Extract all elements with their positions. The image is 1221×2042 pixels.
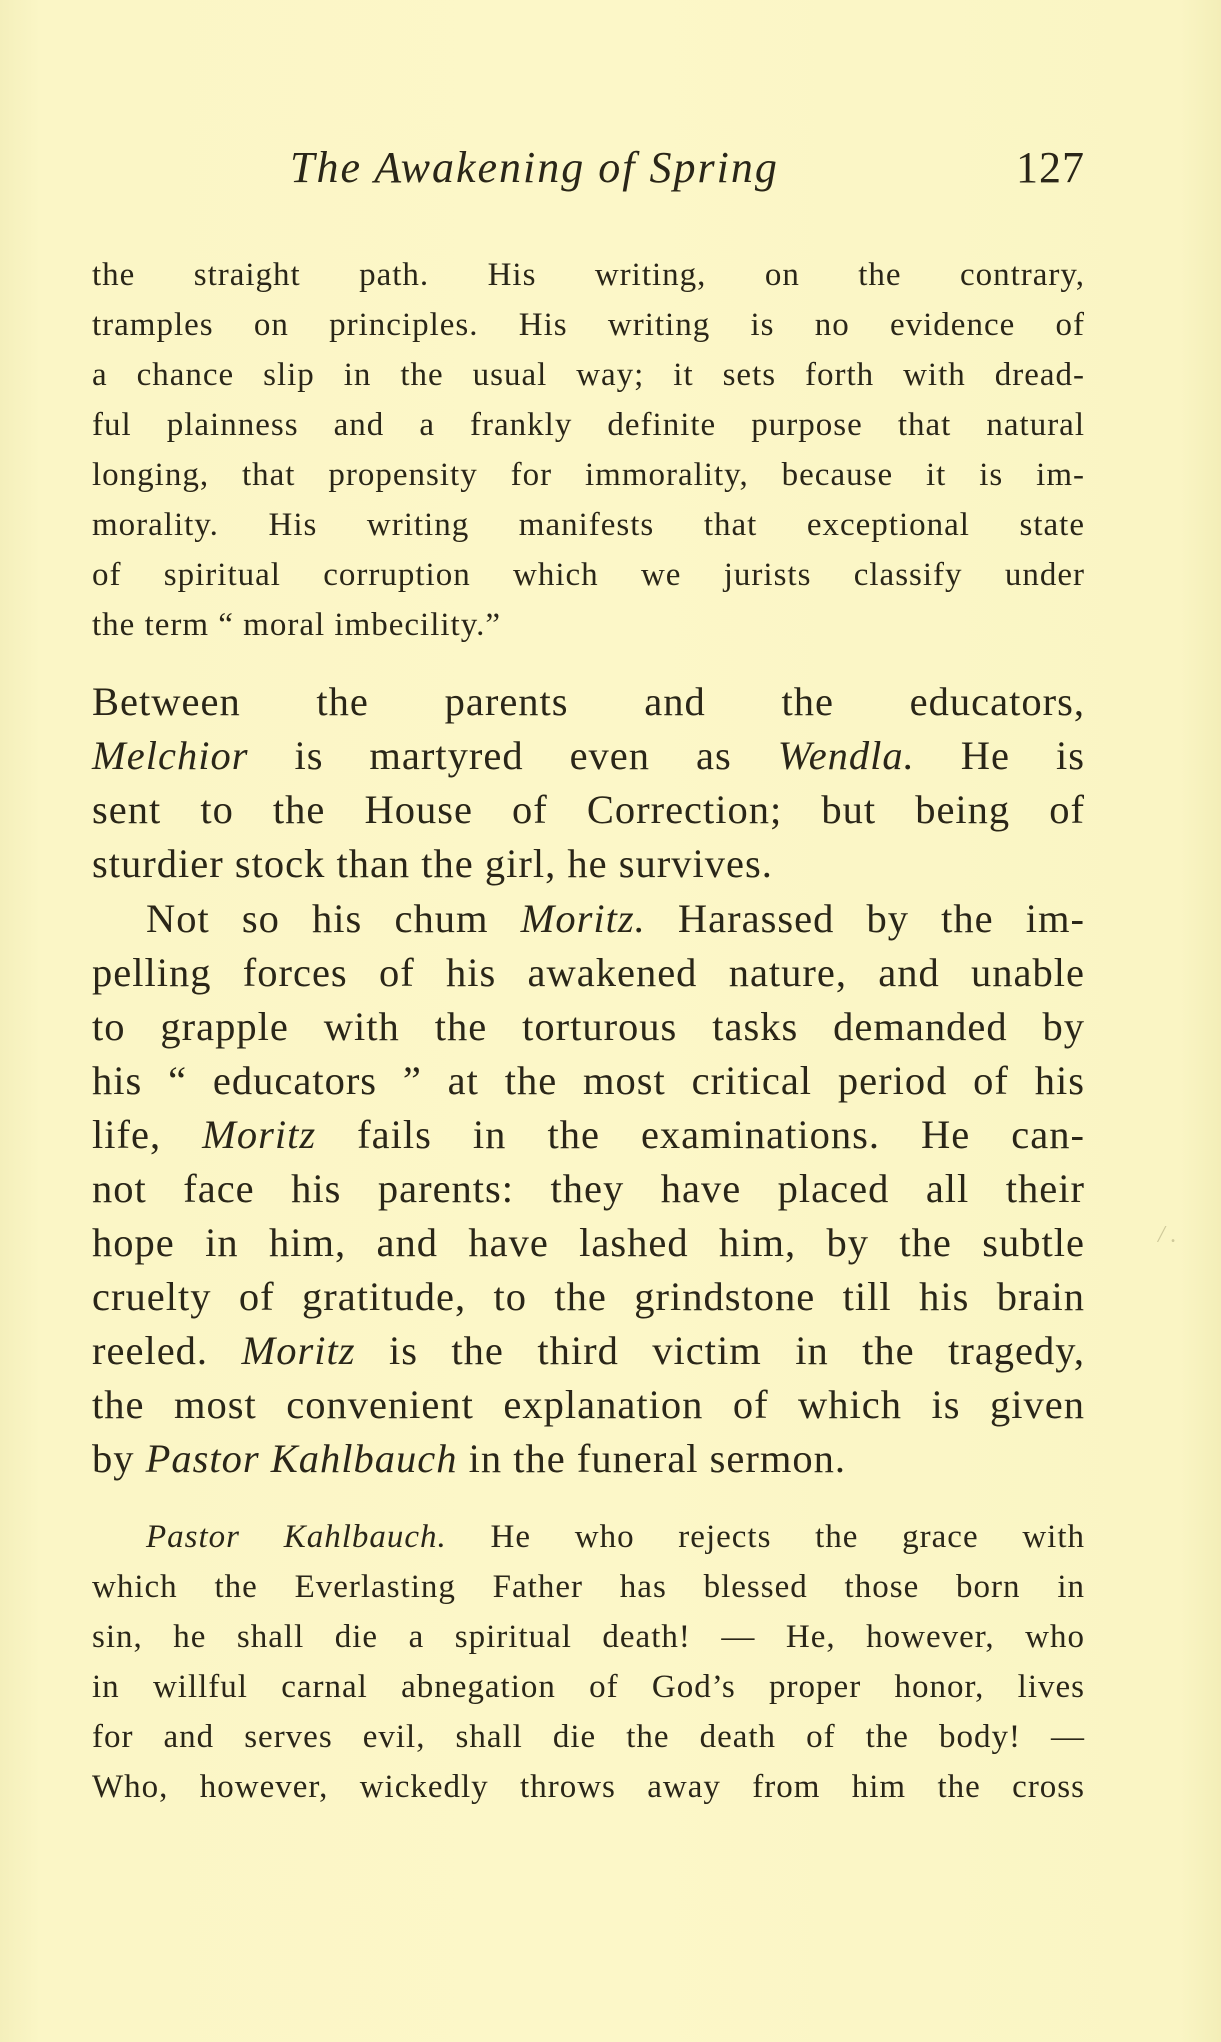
character-name: Moritz	[202, 1112, 317, 1157]
text-line: ful plainness and a frankly definite purpose that natural	[92, 407, 1085, 443]
character-name: Moritz.	[520, 896, 646, 941]
text-line: Pastor Kahlbauch. He who rejects the grace with	[146, 1519, 1085, 1555]
margin-smudge: / .	[1158, 1222, 1177, 1248]
paragraph-moritz	[92, 892, 1085, 1486]
page-number: 127	[1016, 143, 1085, 192]
text-line: Who, however, wickedly throws away from him the cross	[92, 1769, 1085, 1805]
text-line: sin, he shall die a spiritual death! — He, however, who	[92, 1619, 1085, 1655]
text-line: reeled. Moritz is the third victim in the tragedy,	[92, 1328, 1086, 1373]
text-line: sturdier stock than the girl, he survives.	[92, 841, 773, 886]
text-line: Melchior is martyred even as Wendla. He is	[92, 733, 1085, 778]
text-line: the most convenient explanation of which is given	[92, 1382, 1085, 1427]
character-name: Pastor Kahlbauch	[145, 1436, 458, 1481]
character-name: Moritz	[241, 1328, 356, 1373]
text-line: in willful carnal abnegation of God’s proper honor, lives	[92, 1669, 1085, 1705]
text-line: Between the parents and the educators,	[92, 679, 1085, 724]
speaker-name: Pastor Kahlbauch.	[146, 1519, 447, 1555]
paragraph-melchior	[92, 675, 1085, 891]
running-title: The Awakening of Spring	[290, 143, 779, 192]
text-line: hope in him, and have lashed him, by the subtle	[92, 1220, 1085, 1265]
running-header	[290, 142, 1085, 202]
text-line: cruelty of gratitude, to the grindstone till his brain	[92, 1274, 1085, 1319]
text-line: to grapple with the torturous tasks demanded by	[92, 1004, 1085, 1049]
quoted-passage-verdict	[92, 250, 1085, 650]
text-line: which the Everlasting Father has blessed those born in	[92, 1569, 1085, 1605]
text-line: longing, that propensity for immorality, because it is im-	[92, 457, 1085, 493]
text-line: morality. His writing manifests that exceptional state	[92, 507, 1085, 543]
text-line: not face his parents: they have placed all their	[92, 1166, 1085, 1211]
text-line: life, Moritz fails in the examinations. He can-	[92, 1112, 1085, 1157]
text-line: a chance slip in the usual way; it sets forth with dread-	[92, 357, 1085, 393]
character-name: Wendla.	[777, 733, 915, 778]
character-name: Melchior	[92, 733, 249, 778]
text-line: Not so his chum Moritz. Harassed by the im-	[146, 896, 1086, 941]
text-line: his “ educators ” at the most critical period of his	[92, 1058, 1085, 1103]
quoted-passage-sermon	[92, 1512, 1085, 1812]
text-line: the term “ moral imbecility.”	[92, 607, 501, 643]
text-line: by Pastor Kahlbauch in the funeral sermon.	[92, 1436, 847, 1481]
text-line: sent to the House of Correction; but being of	[92, 787, 1085, 832]
text-line: of spiritual corruption which we jurists classify under	[92, 557, 1085, 593]
text-line: the straight path. His writing, on the contrary,	[92, 257, 1085, 293]
text-line: tramples on principles. His writing is no evidence of	[92, 307, 1085, 343]
text-line: for and serves evil, shall die the death of the body! —	[92, 1719, 1085, 1755]
text-line: pelling forces of his awakened nature, and unable	[92, 950, 1085, 995]
